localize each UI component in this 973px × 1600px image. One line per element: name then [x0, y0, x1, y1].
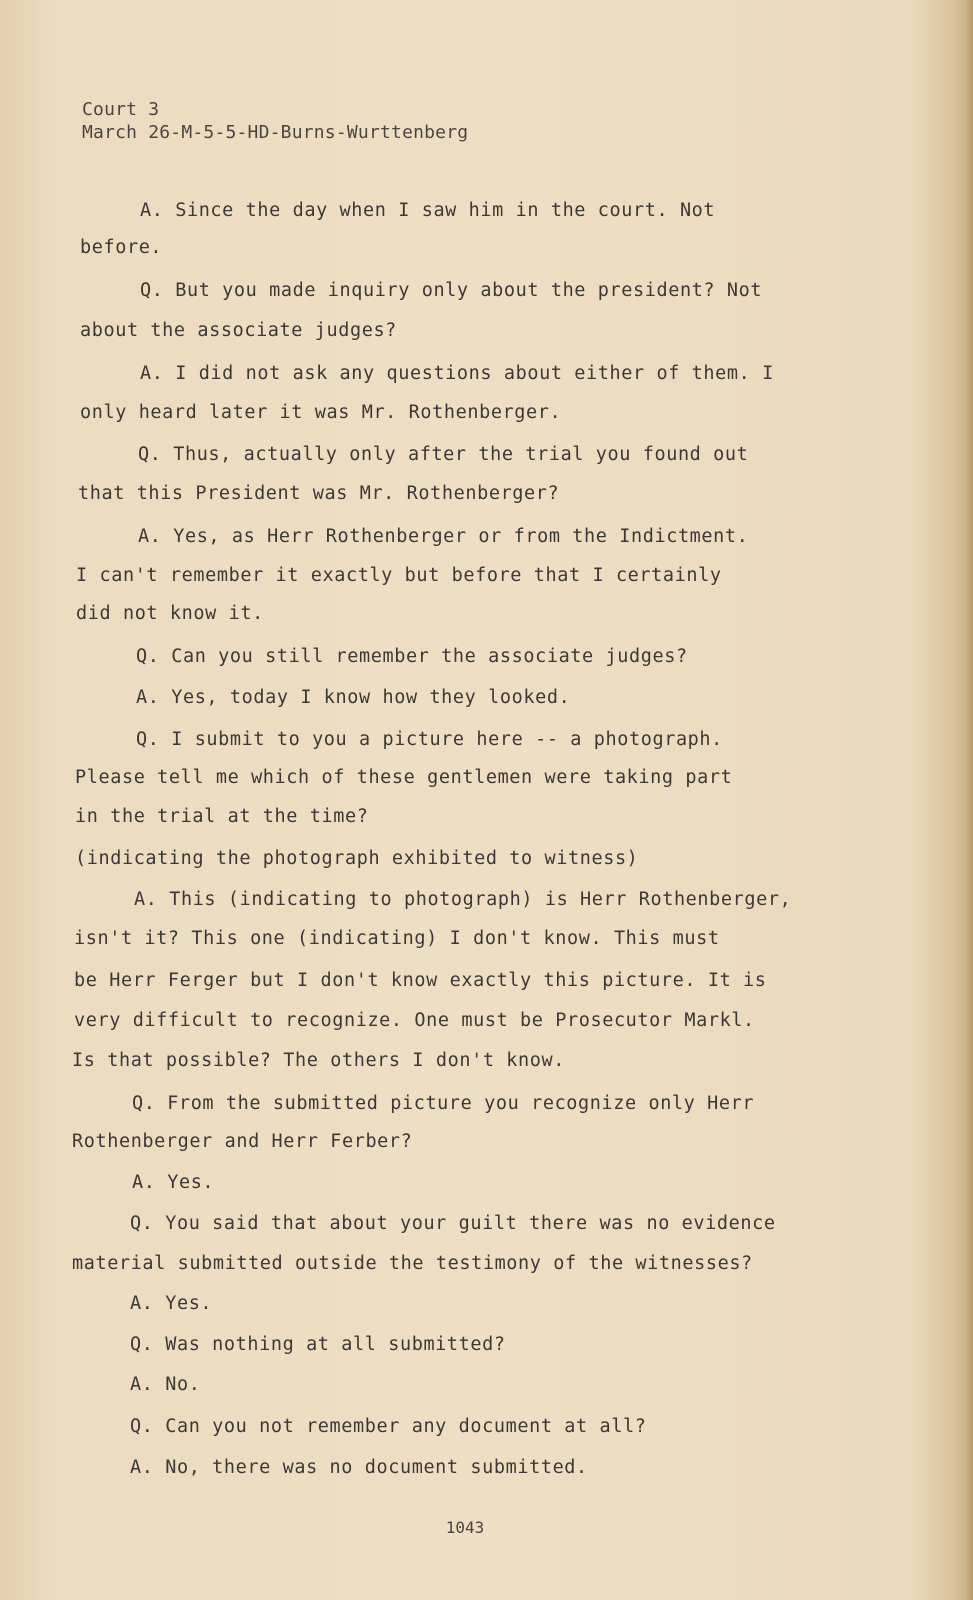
transcript-line: Rothenberger and Herr Ferber? [72, 1131, 413, 1152]
transcript-line: A. Since the day when I saw him in the court. Not [140, 200, 716, 221]
transcript-line: Q. From the submitted picture you recognize only Herr [132, 1093, 755, 1114]
transcript-line: (indicating the photograph exhibited to witness) [75, 848, 639, 869]
transcript-line: A. Yes. [130, 1293, 213, 1314]
transcript-line: Q. But you made inquiry only about the president? Not [140, 280, 763, 301]
transcript-line: before. [80, 237, 163, 258]
transcript-line: only heard later it was Mr. Rothenberger. [80, 402, 562, 423]
transcript-line: Q. You said that about your guilt there was no evidence [130, 1213, 776, 1234]
transcript-line: did not know it. [76, 603, 264, 624]
transcript-line: A. No, there was no document submitted. [130, 1457, 588, 1478]
page-edge-shadow [965, 0, 973, 1600]
transcript-line: A. No. [130, 1374, 201, 1395]
transcript-line: that this President was Mr. Rothenberger? [78, 483, 560, 504]
transcript-line: about the associate judges? [80, 320, 397, 341]
transcript-line: in the trial at the time? [75, 806, 369, 827]
transcript-line: Please tell me which of these gentlemen were taking part [75, 767, 733, 788]
transcript-line: Q. Thus, actually only after the trial you found out [138, 444, 749, 465]
transcript-line: Q. Can you still remember the associate judges? [136, 646, 688, 667]
transcript-line: Is that possible? The others I don't know. [72, 1050, 565, 1071]
transcript-line: A. This (indicating to photograph) is Herr Rothenberger, [134, 889, 792, 910]
transcript-line: A. I did not ask any questions about either of them. I [140, 363, 774, 384]
transcript-line: Q. Can you not remember any document at all? [130, 1416, 647, 1437]
transcript-line: A. Yes, as Herr Rothenberger or from the Indictment. [138, 526, 749, 547]
transcript-line: A. Yes. [132, 1172, 215, 1193]
transcript-line: very difficult to recognize. One must be Prosecutor Markl. [74, 1010, 755, 1031]
transcript-line: Q. Was nothing at all submitted? [130, 1334, 506, 1355]
transcript-line: A. Yes, today I know how they looked. [136, 687, 571, 708]
court-label: Court 3 [82, 99, 160, 120]
document-header [82, 98, 468, 144]
transcript-line: isn't it? This one (indicating) I don't know. This must [74, 928, 720, 949]
transcript-line: I can't remember it exactly but before that I certainly [76, 565, 722, 586]
page-number: 1043 [445, 1518, 485, 1537]
transcript-line: be Herr Ferger but I don't know exactly this picture. It is [74, 970, 767, 991]
transcript-line: Q. I submit to you a picture here -- a photograph. [136, 729, 723, 750]
case-reference: March 26-M-5-5-HD-Burns-Wurttenberg [82, 122, 469, 143]
transcript-line: material submitted outside the testimony of the witnesses? [72, 1253, 753, 1274]
